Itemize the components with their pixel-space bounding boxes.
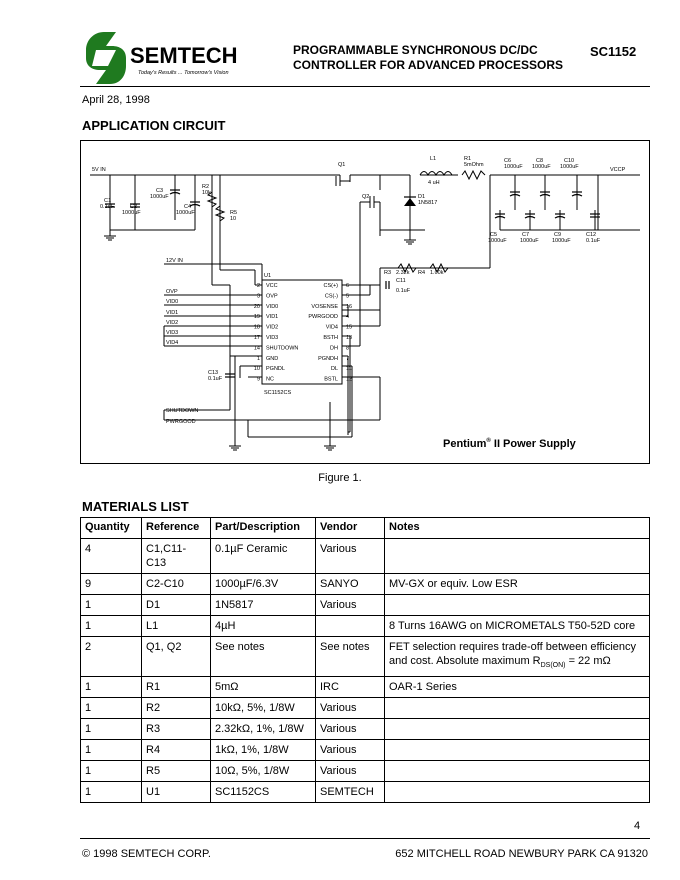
- label-vid0: VID0: [166, 299, 179, 305]
- label-registered: ®: [486, 438, 491, 444]
- table-cell: [211, 637, 316, 677]
- resistor-symbols: [208, 171, 485, 272]
- capacitor-symbols: [105, 190, 600, 377]
- cell-text: Various: [320, 599, 357, 611]
- cell-text: 1: [85, 620, 92, 632]
- ground-symbols: [104, 236, 416, 450]
- label-q2: Q2: [362, 194, 370, 200]
- table-cell: [81, 740, 142, 761]
- label-ic-name: SC1152CS: [264, 390, 292, 396]
- table-cell: [211, 595, 316, 616]
- ic-pin-number: 13: [346, 335, 353, 341]
- cell-text: Various: [320, 723, 357, 736]
- label-vid4: VID4: [166, 340, 179, 346]
- cell-text: See notes: [215, 641, 265, 653]
- table-cell: [385, 637, 650, 677]
- table-cell: [81, 616, 142, 637]
- ic-pin-name: PGNDH: [318, 355, 338, 362]
- label-c11-value: 0.1uF: [396, 288, 411, 294]
- q-note-line-2: [389, 654, 645, 673]
- footer-divider: [80, 838, 650, 839]
- table-cell: [211, 761, 316, 782]
- table-cell: [385, 539, 650, 574]
- label-c5: C5: [490, 232, 498, 238]
- table-row: [81, 719, 650, 740]
- label-c1-value: 0.1uF: [100, 204, 115, 210]
- col-notes: Notes: [385, 518, 650, 539]
- cell-text: 2.32kΩ, 1%, 1/8W: [215, 723, 304, 736]
- label-u1: U1: [264, 273, 272, 279]
- cell-text: U1: [146, 786, 161, 799]
- cell-text: Various: [320, 765, 357, 778]
- table-cell: [142, 677, 211, 698]
- label-r2: R2: [202, 184, 210, 190]
- label-c12: C12: [586, 232, 597, 238]
- ic-pin-number: 10: [253, 366, 260, 373]
- ic-pin-number: 11: [346, 366, 352, 373]
- table-cell: [142, 595, 211, 616]
- col-vendor: Vendor: [316, 518, 385, 539]
- ic-pin-name: SHUTDOWN: [266, 345, 299, 352]
- table-cell: [81, 637, 142, 677]
- table-row: [81, 574, 650, 595]
- ic-pin-name: VID0: [266, 303, 279, 310]
- cell-text: 9: [85, 578, 92, 590]
- table-cell: [385, 677, 650, 698]
- ic-pin-name: VID3: [266, 335, 279, 341]
- figure-caption: Figure 1.: [318, 472, 362, 484]
- label-c10-value: 1000uF: [560, 164, 579, 170]
- table-cell: [142, 782, 211, 803]
- table-cell: [211, 616, 316, 637]
- label-c10: C10: [564, 158, 575, 164]
- cell-text: 0.1µF Ceramic: [215, 543, 288, 555]
- cell-text: 4: [85, 543, 92, 555]
- ic-pin-number: 2: [256, 283, 260, 289]
- table-row: [81, 782, 650, 803]
- label-c6: C6: [504, 158, 512, 164]
- ic-pin-name: VOSENSE: [311, 303, 338, 310]
- table-header-row: [81, 518, 650, 539]
- cell-text: 1: [85, 702, 92, 715]
- application-circuit-diagram: [80, 140, 650, 464]
- header-divider: [80, 86, 650, 87]
- label-c13-value: 0.1uF: [208, 376, 223, 382]
- ic-pin-number: 5: [346, 293, 350, 300]
- label-c12-value: 0.1uF: [586, 238, 601, 244]
- cell-text: SC1152CS: [215, 786, 270, 799]
- table-row: [81, 698, 650, 719]
- table-cell: [385, 740, 650, 761]
- label-c3: C3: [156, 188, 164, 194]
- label-vid1: VID1: [166, 310, 179, 316]
- table-cell: [81, 719, 142, 740]
- cell-text: 1: [85, 744, 92, 757]
- cell-text: L1: [146, 620, 159, 632]
- ic-pin-name: GND: [266, 355, 279, 362]
- table-cell: [211, 782, 316, 803]
- inductor-l1-symbol: [420, 172, 452, 176]
- ic-pin-number: 20: [253, 303, 260, 310]
- cell-text: 10kΩ, 5%, 1/8W: [215, 702, 295, 715]
- table-cell: [385, 782, 650, 803]
- table-cell: [142, 574, 211, 595]
- cell-text: 8 Turns 16AWG on MICROMETALS T50-52D core: [389, 620, 636, 632]
- table-cell: [385, 616, 650, 637]
- table-row: [81, 677, 650, 698]
- label-c8-value: 1000uF: [532, 164, 551, 170]
- cell-text: 1: [85, 723, 92, 736]
- cell-text: Various: [320, 744, 357, 757]
- table-cell: [385, 574, 650, 595]
- label-c11: C11: [396, 278, 406, 284]
- cell-text: 1: [85, 599, 92, 611]
- table-row: [81, 539, 650, 574]
- table-cell: [385, 761, 650, 782]
- table-cell: [316, 719, 385, 740]
- label-r4-value: 1.00k: [430, 270, 444, 276]
- ic-pin-name: PWRGOOD: [308, 314, 338, 321]
- table-cell: [81, 782, 142, 803]
- cell-text: 1N5817: [215, 599, 254, 611]
- ic-pin-name: CS(+): [323, 283, 338, 289]
- label-c5-value: 1000uF: [488, 238, 507, 244]
- cell-text: R5: [146, 765, 161, 778]
- label-c2: C2: [130, 204, 138, 210]
- label-c13: C13: [208, 370, 219, 376]
- footer-copyright: © 1998 SEMTECH CORP.: [82, 848, 211, 860]
- label-r1-value: 5mOhm: [464, 162, 484, 168]
- cell-text: C1,C11-C13: [146, 543, 187, 569]
- ic-pin-number: 8: [346, 345, 350, 352]
- ic-pin-number: 14: [253, 345, 260, 352]
- label-r5-value: 10: [230, 216, 237, 222]
- table-cell: [316, 637, 385, 677]
- cell-text: 10Ω, 5%, 1/8W: [215, 765, 290, 778]
- label-d1-value: 1N5817: [418, 200, 438, 206]
- diode-d1-symbol: [404, 197, 416, 206]
- table-cell: [142, 761, 211, 782]
- ic-pin-number: 17: [253, 335, 260, 341]
- table-cell: [211, 677, 316, 698]
- ic-pin-name: DH: [330, 345, 338, 352]
- cell-text: 5mΩ: [215, 681, 239, 694]
- table-cell: [316, 616, 385, 637]
- ic-pin-number: 6: [346, 283, 350, 289]
- ic-pin-name: VID4: [325, 324, 338, 331]
- cell-text: Various: [320, 543, 357, 555]
- application-circuit-heading: APPLICATION CIRCUIT: [82, 118, 226, 133]
- label-r3-value: 2.32k: [396, 270, 410, 276]
- label-l1: L1: [430, 156, 437, 162]
- schematic: [80, 140, 650, 464]
- cell-text: IRC: [320, 681, 339, 694]
- label-c7-value: 1000uF: [520, 238, 539, 244]
- label-c9: C9: [554, 232, 562, 238]
- label-r4: R4: [418, 270, 426, 276]
- cell-text: FET selection requires trade-off between efficiency: [389, 641, 637, 653]
- table-cell: [316, 595, 385, 616]
- table-cell: [81, 761, 142, 782]
- ic-pin-number: 15: [346, 324, 353, 331]
- label-5v-in: 5V IN: [92, 167, 106, 173]
- label-pwrgood: PWRGOOD: [166, 419, 196, 425]
- title-line-2: CONTROLLER FOR ADVANCED PROCESSORS: [293, 58, 564, 72]
- table-cell: [142, 740, 211, 761]
- table-cell: [211, 740, 316, 761]
- cell-text: 2: [85, 641, 92, 653]
- label-c8: C8: [536, 158, 544, 164]
- label-shutdown: SHUTDOWN: [166, 408, 199, 414]
- cell-text: 1: [85, 765, 92, 778]
- table-cell: [211, 539, 316, 574]
- table-cell: [316, 539, 385, 574]
- table-cell: [81, 677, 142, 698]
- ic-pin-number: 12: [346, 376, 353, 383]
- table-cell: [142, 719, 211, 740]
- part-number: SC1152: [590, 44, 637, 59]
- ic-pin-number: 9: [256, 376, 260, 383]
- table-cell: [316, 677, 385, 698]
- cell-text: R1: [146, 681, 161, 694]
- title-line-1: PROGRAMMABLE SYNCHRONOUS DC/DC: [293, 43, 538, 57]
- table-cell: [142, 539, 211, 574]
- table-cell: [385, 719, 650, 740]
- label-c4: C4: [184, 204, 192, 210]
- semtech-logo: [82, 30, 278, 86]
- ic-pin-name: OVP: [266, 293, 278, 300]
- label-pentium: Pentium: [443, 438, 487, 450]
- label-l1-value: 4 uH: [428, 180, 440, 186]
- label-12v-in: 12V IN: [166, 258, 183, 264]
- table-cell: [81, 574, 142, 595]
- table-cell: [142, 616, 211, 637]
- table-cell: [81, 595, 142, 616]
- ic-pin-number: 4: [346, 314, 350, 321]
- label-r1: R1: [464, 156, 472, 162]
- label-c2-value: 1000uF: [122, 210, 141, 216]
- ic-pin-name: VID2: [266, 324, 279, 331]
- table-cell: [211, 574, 316, 595]
- label-c6-value: 1000uF: [504, 164, 523, 170]
- col-reference: Reference: [142, 518, 211, 539]
- materials-table: [80, 517, 650, 803]
- table-cell: [316, 782, 385, 803]
- cell-text: R4: [146, 744, 161, 757]
- cell-text: SEMTECH: [320, 786, 374, 799]
- label-c1: C1: [104, 198, 112, 204]
- table-cell: [385, 595, 650, 616]
- ic-pin-name: DL: [330, 366, 338, 373]
- cell-text: Various: [320, 702, 357, 715]
- col-quantity: Quantity: [81, 518, 142, 539]
- cell-text: 1kΩ, 1%, 1/8W: [215, 744, 289, 757]
- semtech-logo-graphic: [82, 30, 278, 86]
- label-q1: Q1: [338, 162, 346, 168]
- label-r3: R3: [384, 270, 392, 276]
- cell-text: D1: [146, 599, 161, 611]
- ic-pin-number: 1: [256, 355, 260, 362]
- ic-pin-name: BSTH: [323, 335, 338, 341]
- cell-text: MV-GX or equiv. Low ESR: [389, 578, 518, 590]
- cell-text: Q1, Q2: [146, 641, 182, 653]
- table-cell: [142, 637, 211, 677]
- materials-list-heading: MATERIALS LIST: [82, 499, 189, 514]
- table-cell: [316, 740, 385, 761]
- label-c7: C7: [522, 232, 530, 238]
- cell-text: 1: [85, 681, 92, 694]
- label-r2-value: 10k: [202, 190, 211, 196]
- table-row: [81, 595, 650, 616]
- q-note-text: and cost. Absolute maximum R: [389, 655, 541, 667]
- ic-pin-number: 16: [346, 303, 353, 310]
- label-c9-value: 1000uF: [552, 238, 571, 244]
- logo-wordmark: SEMTECH: [130, 43, 238, 68]
- label-ovp: OVP: [166, 289, 178, 295]
- cell-text: R2: [146, 702, 161, 715]
- ic-pin-name: VCC: [266, 283, 278, 289]
- col-part: Part/Description: [211, 518, 316, 539]
- table-cell: [385, 698, 650, 719]
- label-r5: R5: [230, 210, 238, 216]
- table-cell: [316, 574, 385, 595]
- schematic-labels: [92, 156, 626, 425]
- label-c4-value: 1000uF: [176, 210, 195, 216]
- pentium-supply-label: [443, 437, 577, 450]
- table-cell: [142, 698, 211, 719]
- q-note-subscript: DS(ON): [540, 662, 566, 670]
- label-vccp: VCCP: [610, 167, 626, 173]
- logo-tagline: Today's Results ... Tomorrow's Vision: [138, 70, 229, 76]
- table-row: [81, 637, 650, 677]
- ic-pin-name: VID1: [266, 314, 279, 321]
- cell-text: See notes: [320, 641, 370, 653]
- table-cell: [316, 698, 385, 719]
- ic-pin-number: 19: [253, 314, 260, 321]
- mosfet-symbols: [336, 176, 380, 208]
- label-vid2: VID2: [166, 320, 179, 326]
- table-cell: [81, 698, 142, 719]
- table-cell: [316, 761, 385, 782]
- cell-text: R3: [146, 723, 161, 736]
- cell-text: C2-C10: [146, 578, 184, 590]
- ic-pin-name: CS(-): [324, 293, 338, 300]
- table-cell: [81, 539, 142, 574]
- ic-pin-number: 3: [256, 293, 260, 300]
- cell-text: 1000µF/6.3V: [215, 578, 279, 590]
- table-row: [81, 740, 650, 761]
- document-title: [293, 43, 583, 73]
- label-d1: D1: [418, 194, 426, 200]
- cell-text: 4µH: [215, 620, 236, 632]
- table-cell: [211, 719, 316, 740]
- cell-text: OAR-1 Series: [389, 681, 457, 694]
- q-note-value: = 22 mΩ: [565, 655, 611, 667]
- document-date: April 28, 1998: [82, 94, 150, 106]
- ic-pin-name: BSTL: [324, 376, 338, 383]
- ic-pin-number: 7: [346, 355, 350, 362]
- ic-pin-name: NC: [266, 376, 274, 383]
- table-cell: [211, 698, 316, 719]
- table-row: [81, 761, 650, 782]
- cell-text: 1: [85, 786, 92, 799]
- label-vid3: VID3: [166, 330, 179, 336]
- label-supply: II Power Supply: [490, 438, 576, 450]
- ic-pin-number: 18: [253, 324, 260, 331]
- label-c3-value: 1000uF: [150, 194, 169, 200]
- page-number: 4: [634, 820, 641, 832]
- ic-pin-name: PGNDL: [266, 366, 285, 373]
- footer-address: 652 MITCHELL ROAD NEWBURY PARK CA 91320: [395, 848, 648, 860]
- cell-text: SANYO: [320, 578, 359, 590]
- table-row: [81, 616, 650, 637]
